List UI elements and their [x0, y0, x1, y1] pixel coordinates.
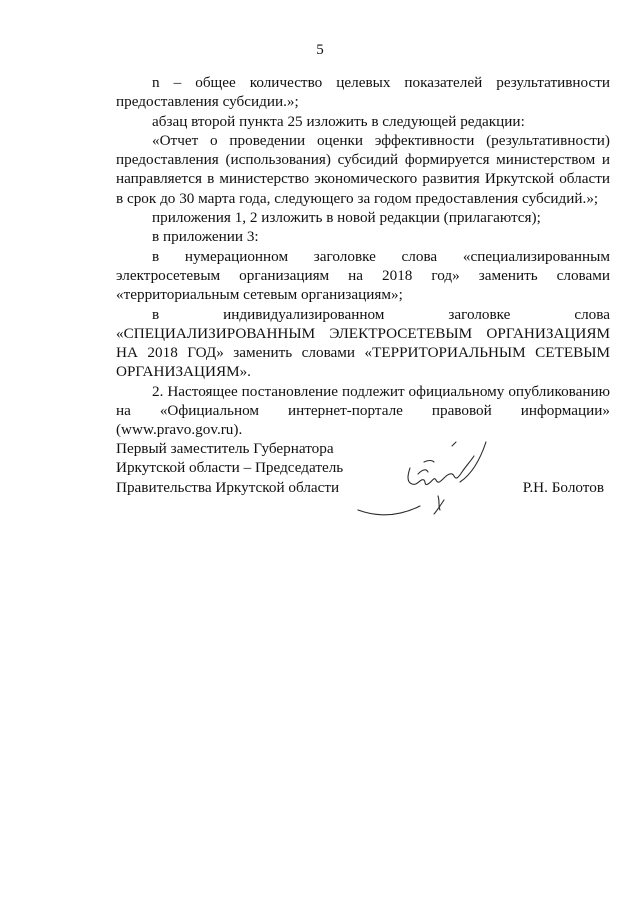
page-number: 5	[316, 42, 324, 58]
paragraph: 2. Настоящее постановление подлежит официальному опубликованию на «Официальном интернет-портале правовой информации» (www.pravo.gov.ru).	[116, 382, 610, 439]
paragraph: абзац второй пункта 25 изложить в следующей редакции:	[152, 112, 525, 130]
paragraph: n – общее количество целевых показателей результативности	[152, 74, 610, 91]
paragraph: в индивидуализированном заголовке слова «СПЕЦИАЛИЗИРОВАННЫМ ЭЛЕКТРОСЕТЕВЫМ ОРГАНИЗАЦИЯМ НА 2018 ГОД» заменить словами «ТЕРРИТОРИАЛЬНЫМ СЕТЕВЫМ ОРГАНИЗАЦИЯМ».	[116, 305, 610, 381]
paragraph: приложения 1, 2 изложить в новой редакции (прилагаются);	[152, 209, 541, 227]
signatory-name: Р.Н. Болотов	[522, 479, 604, 496]
handwritten-signature	[340, 420, 500, 530]
signatory-position-line: Первый заместитель Губернатора	[116, 440, 334, 457]
paragraph: «Отчет о проведении оценки эффективности (результативности) предоставления (использования) субсидий формируется министерством и направляется в министерство экономического развития Иркутской области в срок до 30 марта года, следующего за годом предоставления субсидий.»;	[116, 131, 610, 207]
paragraph: в нумерационном заголовке слова «специализированным электросетевым организациям на 2018 год» заменить словами «территориальным сетевым организациям»;	[116, 247, 610, 304]
signatory-position-line: Правительства Иркутской области	[116, 478, 340, 496]
paragraph: предоставления субсидии.»;	[116, 93, 299, 111]
paragraph: в приложении 3:	[152, 228, 259, 246]
document-body	[116, 73, 610, 459]
signatory-position-line: Иркутской области – Председатель	[116, 459, 344, 477]
signatory-position	[116, 439, 343, 497]
